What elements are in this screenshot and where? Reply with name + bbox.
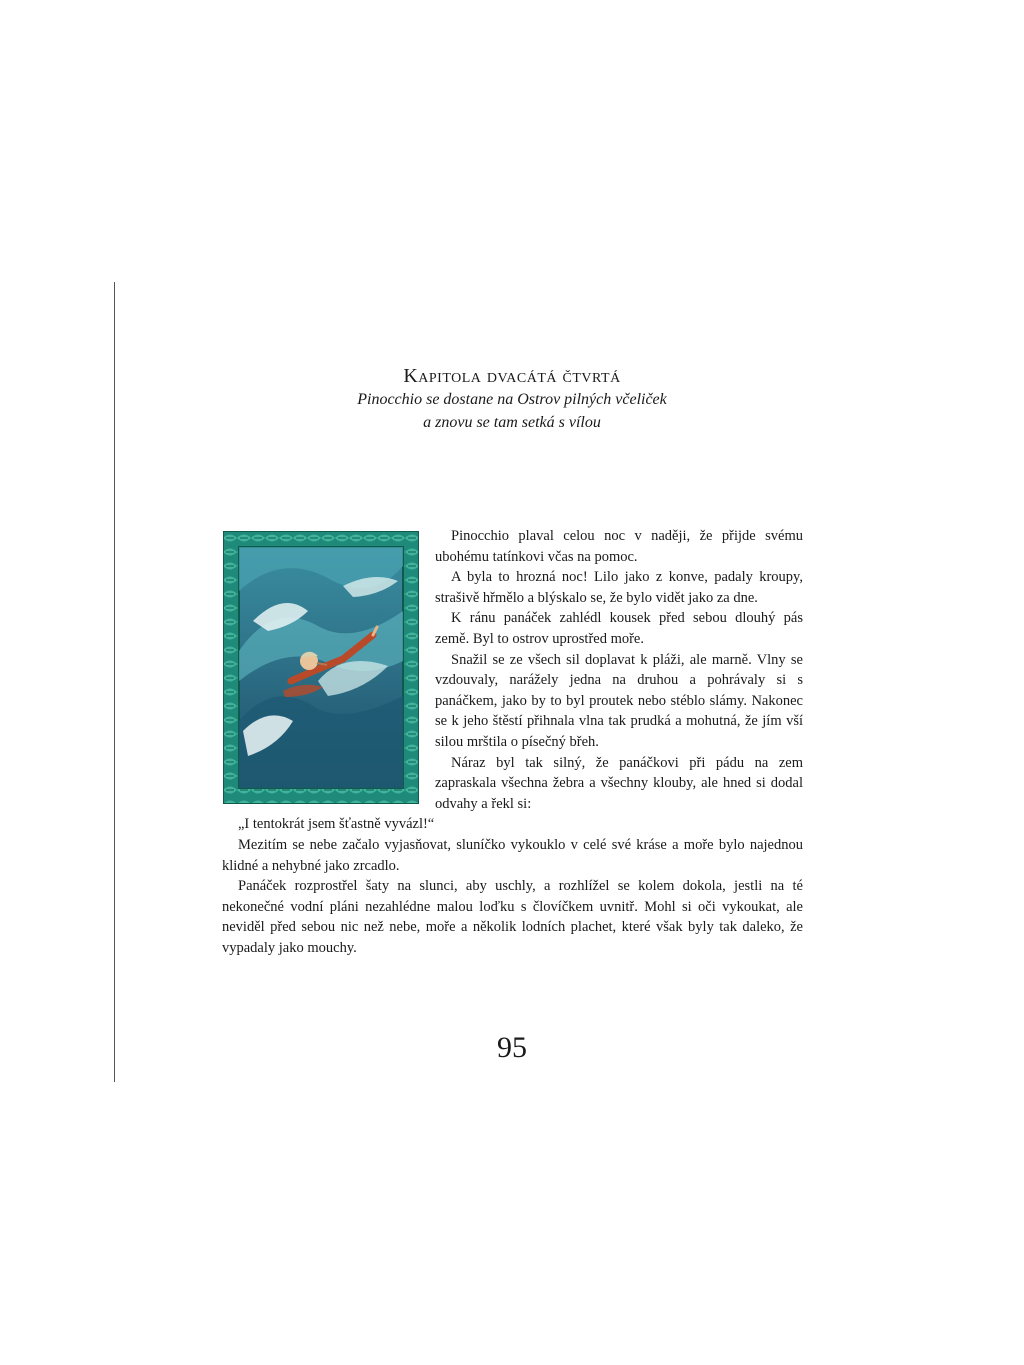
paragraph: Náraz byl tak silný, že panáčkovi při pádu na zem zapraskala všechna žebra a všechny klouby, ale hned si dodal odvahy a řekl si: xyxy=(435,754,803,812)
paragraph: Snažil se ze všech sil doplavat k pláži, ale marně. Vlny se vzdouvaly, narážely jedna na druhou a pohrávaly si s panáčkem, jako by to byl proutek nebo stéblo slámy. Nakonec se k jeho štěstí přihnala vlna tak prudká a mohutná, že jím vší silou mrštila o písečný břeh. xyxy=(435,651,803,750)
paragraph: Panáček rozprostřel šaty na slunci, aby uschly, a rozhlížel se kolem dokola, jestli na té nekonečné vodní pláni nezahlédne malou loďku s človíčkem uvnitř. Mohl si oči vykoukat, ale neviděl před sebou nic než nebe, moře a několik lodních plachet, které však byly tak daleko, že vypadaly jako mouchy. xyxy=(222,878,803,956)
chapter-subtitle-line-2: a znovu se tam setká s vílou xyxy=(423,414,601,431)
illustration-spacer xyxy=(222,526,435,808)
page-number: 95 xyxy=(497,1031,527,1064)
chapter-heading xyxy=(300,364,724,434)
chapter-title: Kapitola dvacátá čtvrtá xyxy=(403,365,621,387)
paragraph: „I tentokrát jsem šťastně vyvázl!“ xyxy=(238,816,435,833)
paragraph: Mezitím se nebe začalo vyjasňovat, sluníčko vykouklo v celé své kráse a moře bylo najednou klidné a nehybné jako zrcadlo. xyxy=(222,836,803,874)
paragraph: Pinocchio plaval celou noc v naději, že přijde svému ubohému tatínkovi včas na pomoc. xyxy=(435,528,803,565)
page-gutter-line xyxy=(114,282,115,1082)
chapter-body-text xyxy=(222,526,803,958)
paragraph: A byla to hrozná noc! Lilo jako z konve, padaly kroupy, strašivě hřmělo a blýskalo se, že bylo vidět jako za dne. xyxy=(435,569,803,606)
paragraph: K ránu panáček zahlédl kousek před sebou dlouhý pás země. Byl to ostrov uprostřed moře. xyxy=(435,610,803,647)
chapter-subtitle-line-1: Pinocchio se dostane na Ostrov pilných včeliček xyxy=(357,391,667,408)
